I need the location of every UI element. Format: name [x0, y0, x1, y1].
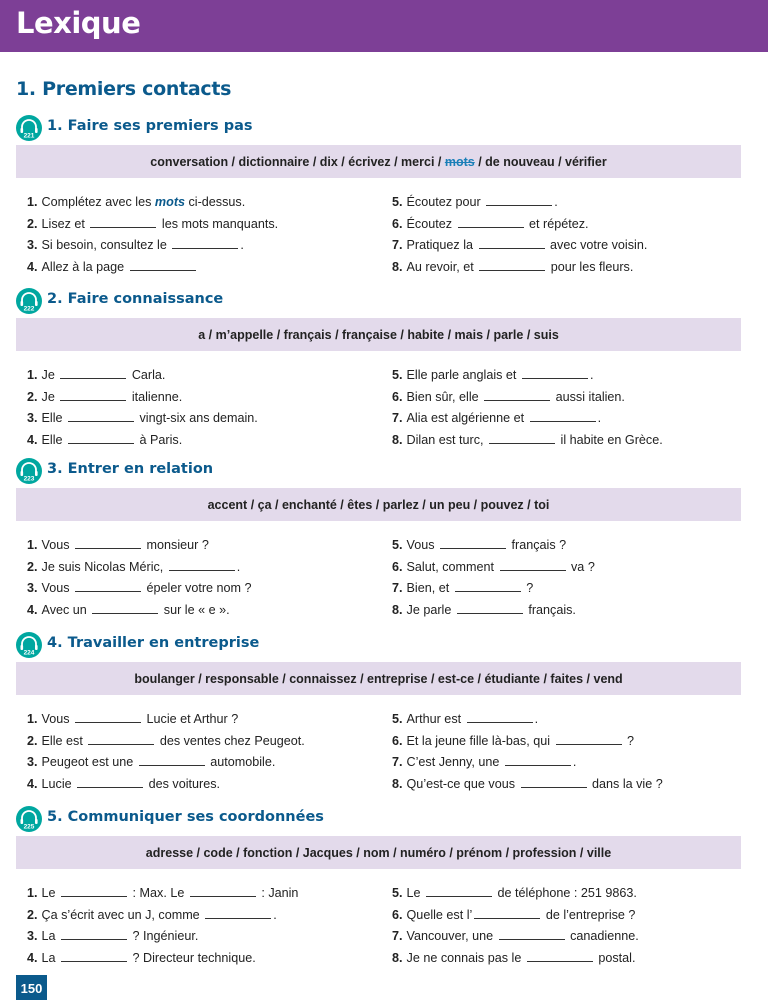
answer-blank[interactable]: [68, 432, 134, 444]
exercise-item: [392, 387, 663, 409]
exercise-title: 2. Faire connaissance: [47, 291, 224, 307]
item-number: 5.: [392, 195, 403, 209]
audio-track-number: 224: [23, 649, 35, 657]
right-column: [392, 192, 647, 279]
exercise-item: [27, 214, 278, 236]
exercise-item: [27, 365, 258, 387]
answer-blank[interactable]: [205, 907, 271, 919]
answer-blank[interactable]: [521, 776, 587, 788]
item-text: des ventes chez Peugeot.: [156, 733, 305, 748]
right-column: [392, 883, 639, 970]
answer-blank[interactable]: [505, 754, 571, 766]
item-number: 7.: [392, 581, 403, 596]
exercise-item: [27, 535, 252, 557]
exercise-item: [27, 731, 305, 753]
answer-blank[interactable]: [61, 950, 127, 962]
item-text: .: [572, 755, 577, 770]
item-number: 6.: [392, 907, 403, 922]
item-text: pour les fleurs.: [547, 260, 634, 275]
exercise-heading: [16, 806, 716, 834]
word-bank-text: boulanger / responsable / connaissez / entreprise / est-ce / étudiante / faites / vend: [134, 671, 623, 686]
item-text: C’est Jenny, une: [406, 755, 503, 770]
item-text: .: [597, 411, 602, 426]
exercise-item: [392, 709, 663, 731]
answer-blank[interactable]: [522, 367, 588, 379]
item-text: : Janin: [257, 886, 299, 900]
item-number: 2.: [27, 216, 38, 231]
exercise-item: [27, 430, 258, 452]
item-text: va ?: [567, 559, 595, 574]
exercise-item: [27, 905, 298, 927]
answer-blank[interactable]: [130, 259, 196, 271]
item-number: 4.: [27, 603, 38, 618]
word-bank: [146, 846, 611, 860]
item-text: Elle: [41, 411, 67, 426]
exercise-item: [392, 731, 663, 753]
item-number: 5.: [392, 368, 403, 382]
item-text: Vous: [41, 581, 74, 596]
answer-blank[interactable]: [479, 259, 545, 271]
item-text: Au revoir, et: [406, 260, 478, 275]
exercise-item: [392, 905, 639, 927]
exercise-item: [27, 774, 305, 796]
exercise-item: [392, 257, 647, 279]
item-text: ?: [623, 733, 635, 748]
item-number: 1.: [27, 712, 38, 726]
headphones-icon[interactable]: [16, 632, 42, 658]
item-number: 2.: [27, 559, 38, 574]
item-number: 2.: [27, 907, 38, 922]
exercise-item: [27, 557, 252, 579]
item-number: 4.: [27, 951, 38, 966]
exercise-item: [392, 235, 647, 257]
item-text: .: [589, 368, 594, 382]
answer-blank[interactable]: [426, 885, 492, 897]
item-number: 7.: [392, 238, 403, 253]
item-text: Lisez et: [41, 216, 89, 231]
answer-blank[interactable]: [457, 602, 523, 614]
item-text: Le: [41, 886, 60, 900]
item-text: Alia est algérienne et: [406, 411, 528, 426]
item-number: 1.: [27, 195, 38, 209]
item-number: 8.: [392, 260, 403, 275]
word-bank-text: adresse / code / fonction / Jacques / nom / numéro / prénom / profession / ville: [145, 845, 612, 860]
item-text: italienne.: [128, 389, 183, 404]
right-column: [392, 365, 663, 452]
item-text: français.: [524, 603, 576, 618]
exercise-title: 4. Travailler en entreprise: [47, 635, 260, 651]
item-number: 5.: [392, 538, 403, 552]
item-text: .: [240, 238, 244, 253]
answer-blank[interactable]: [479, 237, 545, 249]
item-text: Ça s’écrit avec un J, comme: [41, 907, 204, 922]
exercise-item: [27, 192, 278, 214]
word-bank: [150, 155, 606, 169]
exercise-item: [27, 235, 278, 257]
item-number: 8.: [392, 777, 403, 792]
item-text: français ?: [508, 538, 567, 552]
headphones-icon[interactable]: [16, 458, 42, 484]
banner-title: Lexique: [16, 6, 141, 40]
word-bank: [134, 672, 622, 686]
item-text: Je parle: [406, 603, 455, 618]
right-column: [392, 709, 663, 796]
item-text: Carla.: [128, 368, 166, 382]
section-title: 1. Premiers contacts: [16, 78, 232, 100]
item-number: 3.: [27, 755, 38, 770]
audio-track-number: 221: [23, 132, 35, 140]
item-text: Quelle est l’: [406, 907, 473, 922]
answer-blank[interactable]: [92, 602, 158, 614]
item-text: Peugeot est une: [41, 755, 137, 770]
exercise-item: [392, 408, 663, 430]
exercise-item: [27, 709, 305, 731]
item-text: Arthur est: [406, 712, 465, 726]
exercise-item: [392, 535, 595, 557]
item-text: Bien, et: [406, 581, 453, 596]
right-column: [392, 535, 595, 622]
item-text: Pratiquez la: [406, 238, 477, 253]
answer-blank[interactable]: [484, 389, 550, 401]
item-text: postal.: [594, 951, 636, 966]
item-text: Vous: [41, 538, 74, 552]
item-text: vingt-six ans demain.: [136, 411, 258, 426]
item-text: monsieur ?: [143, 538, 209, 552]
item-text: Le: [406, 886, 425, 900]
item-text: épeler votre nom ?: [143, 581, 252, 596]
answer-blank[interactable]: [458, 216, 524, 228]
item-text: .: [534, 712, 539, 726]
answer-blank[interactable]: [527, 950, 593, 962]
item-text: Allez à la page: [41, 260, 128, 275]
item-text: Je: [41, 389, 59, 404]
left-column: [27, 192, 278, 279]
item-text: Vous: [406, 538, 439, 552]
word-bank-box: [16, 318, 741, 351]
headphones-icon[interactable]: [16, 806, 42, 832]
item-text: : Max. Le: [129, 886, 188, 900]
item-text: Complétez avec les: [41, 195, 155, 209]
exercise-item: [27, 883, 298, 905]
item-text: Et la jeune fille là-bas, qui: [406, 733, 554, 748]
headphones-icon[interactable]: [16, 288, 42, 314]
item-text: dans la vie ?: [588, 777, 663, 792]
item-text: avec votre voisin.: [546, 238, 648, 253]
item-text: canadienne.: [566, 929, 639, 944]
item-number: 6.: [392, 733, 403, 748]
item-number: 2.: [27, 389, 38, 404]
item-number: 7.: [392, 929, 403, 944]
exercise-item: [27, 926, 298, 948]
item-text: Je: [41, 368, 59, 382]
exercise-item: [392, 926, 639, 948]
answer-blank[interactable]: [90, 216, 156, 228]
item-text: .: [554, 195, 558, 209]
item-text: automobile.: [206, 755, 276, 770]
page-banner: [0, 0, 768, 52]
word-bank-text: accent / ça / enchanté / êtes / parlez / un peu / pouvez / toi: [207, 497, 550, 512]
answer-blank[interactable]: [486, 194, 552, 206]
answer-blank[interactable]: [467, 711, 533, 723]
item-number: 1.: [27, 538, 38, 552]
item-text: Vous: [41, 712, 74, 726]
struck-word: mots: [444, 154, 475, 169]
answer-blank[interactable]: [88, 733, 154, 745]
item-text: Elle: [41, 433, 67, 448]
answer-blank[interactable]: [440, 537, 506, 549]
item-number: 6.: [392, 389, 403, 404]
exercise-title: 1. Faire ses premiers pas: [47, 118, 253, 134]
answer-blank[interactable]: [75, 580, 141, 592]
answer-blank[interactable]: [489, 432, 555, 444]
exercise-item: [392, 365, 663, 387]
word-bank-text: / de nouveau / vérifier: [474, 154, 607, 169]
answer-blank[interactable]: [60, 389, 126, 401]
headphones-icon[interactable]: [16, 115, 42, 141]
answer-blank[interactable]: [190, 885, 256, 897]
answer-blank[interactable]: [499, 928, 565, 940]
item-number: 6.: [392, 216, 403, 231]
answer-blank[interactable]: [455, 580, 521, 592]
item-text: ? Ingénieur.: [129, 929, 199, 944]
item-text: .: [273, 907, 277, 922]
exercise-heading: [16, 115, 716, 143]
item-text: des voitures.: [145, 777, 221, 792]
answer-blank[interactable]: [75, 711, 141, 723]
answer-blank[interactable]: [61, 885, 127, 897]
exercise-item: [392, 192, 647, 214]
item-number: 5.: [392, 712, 403, 726]
exercise-item: [392, 578, 595, 600]
item-text: Lucie et Arthur ?: [143, 712, 239, 726]
item-text: Écoutez: [406, 216, 456, 231]
answer-blank[interactable]: [172, 237, 238, 249]
exercise-heading: [16, 632, 716, 660]
word-bank-box: [16, 488, 741, 521]
item-text: ? Directeur technique.: [129, 951, 256, 966]
item-text: Salut, comment: [406, 559, 498, 574]
audio-track-number: 223: [23, 475, 35, 483]
word-bank-box: [16, 836, 741, 869]
item-text: Qu’est-ce que vous: [406, 777, 519, 792]
word-bank: [198, 328, 559, 342]
left-column: [27, 709, 305, 796]
answer-blank[interactable]: [474, 907, 540, 919]
word-bank-box: [16, 145, 741, 178]
left-column: [27, 365, 258, 452]
item-text: Dilan est turc,: [406, 433, 488, 448]
exercise-item: [27, 600, 252, 622]
word-bank: [208, 498, 550, 512]
item-number: 7.: [392, 411, 403, 426]
item-text: et répétez.: [525, 216, 589, 231]
exercise-item: [27, 257, 278, 279]
audio-track-number: 225: [23, 823, 35, 831]
exercise-item: [392, 883, 639, 905]
answer-blank[interactable]: [139, 754, 205, 766]
answer-blank[interactable]: [75, 537, 141, 549]
item-number: 4.: [27, 777, 38, 792]
word-bank-text: a / m’appelle / français / française / habite / mais / parle / suis: [198, 327, 559, 342]
answer-blank[interactable]: [169, 559, 235, 571]
item-text: ci-dessus.: [185, 195, 246, 209]
item-text: aussi italien.: [552, 389, 625, 404]
word-bank-text: conversation / dictionnaire / dix / écrivez / merci /: [150, 154, 445, 169]
item-number: 1.: [27, 368, 38, 382]
item-number: 3.: [27, 238, 38, 253]
item-text: Lucie: [41, 777, 76, 792]
audio-track-number: 222: [23, 305, 35, 313]
exercise-item: [392, 774, 663, 796]
item-number: 8.: [392, 433, 403, 448]
exercise-item: [27, 578, 252, 600]
item-number: 7.: [392, 755, 403, 770]
item-text: Si besoin, consultez le: [41, 238, 171, 253]
answer-blank[interactable]: [68, 410, 134, 422]
exercise-item: [392, 948, 639, 970]
exercise-item: [392, 600, 595, 622]
answer-blank[interactable]: [77, 776, 143, 788]
page-number: 150: [16, 975, 47, 1000]
exercise-item: [27, 752, 305, 774]
exercise-item: [392, 430, 663, 452]
item-text: Vancouver, une: [406, 929, 497, 944]
answer-blank[interactable]: [500, 559, 566, 571]
item-text: sur le « e ».: [160, 603, 230, 618]
exercise-title: 3. Entrer en relation: [47, 461, 214, 477]
exercise-item: [27, 948, 298, 970]
item-text: Je suis Nicolas Méric,: [41, 559, 167, 574]
exercise-item: [392, 214, 647, 236]
item-number: 2.: [27, 733, 38, 748]
exercise-item: [392, 557, 595, 579]
item-text: Écoutez pour: [406, 195, 485, 209]
item-text: Elle est: [41, 733, 87, 748]
item-number: 8.: [392, 603, 403, 618]
item-text: les mots manquants.: [158, 216, 279, 231]
exercise-heading: [16, 458, 716, 486]
exercise-heading: [16, 288, 716, 316]
word-bank-box: [16, 662, 741, 695]
item-number: 3.: [27, 581, 38, 596]
item-number: 6.: [392, 559, 403, 574]
item-text: Elle parle anglais et: [406, 368, 520, 382]
item-text: à Paris.: [136, 433, 183, 448]
item-text: il habite en Grèce.: [557, 433, 663, 448]
answer-blank[interactable]: [60, 367, 126, 379]
left-column: [27, 535, 252, 622]
item-text: La: [41, 951, 60, 966]
answer-blank[interactable]: [61, 928, 127, 940]
item-text: ?: [522, 581, 534, 596]
item-number: 3.: [27, 929, 38, 944]
item-number: 3.: [27, 411, 38, 426]
exercise-item: [27, 387, 258, 409]
item-text: Je ne connais pas le: [406, 951, 525, 966]
item-number: 4.: [27, 433, 38, 448]
item-text: .: [236, 559, 241, 574]
left-column: [27, 883, 298, 970]
item-text: Bien sûr, elle: [406, 389, 483, 404]
item-text: de téléphone : 251 9863.: [494, 886, 637, 900]
item-keyword: mots: [154, 195, 186, 209]
item-text: La: [41, 929, 60, 944]
exercise-item: [27, 408, 258, 430]
item-number: 1.: [27, 886, 38, 900]
item-number: 5.: [392, 886, 403, 900]
answer-blank[interactable]: [530, 410, 596, 422]
exercise-title: 5. Communiquer ses coordonnées: [47, 809, 324, 825]
exercise-item: [392, 752, 663, 774]
item-number: 4.: [27, 260, 38, 275]
item-number: 8.: [392, 951, 403, 966]
item-text: de l’entreprise ?: [542, 907, 636, 922]
answer-blank[interactable]: [556, 733, 622, 745]
item-text: Avec un: [41, 603, 91, 618]
